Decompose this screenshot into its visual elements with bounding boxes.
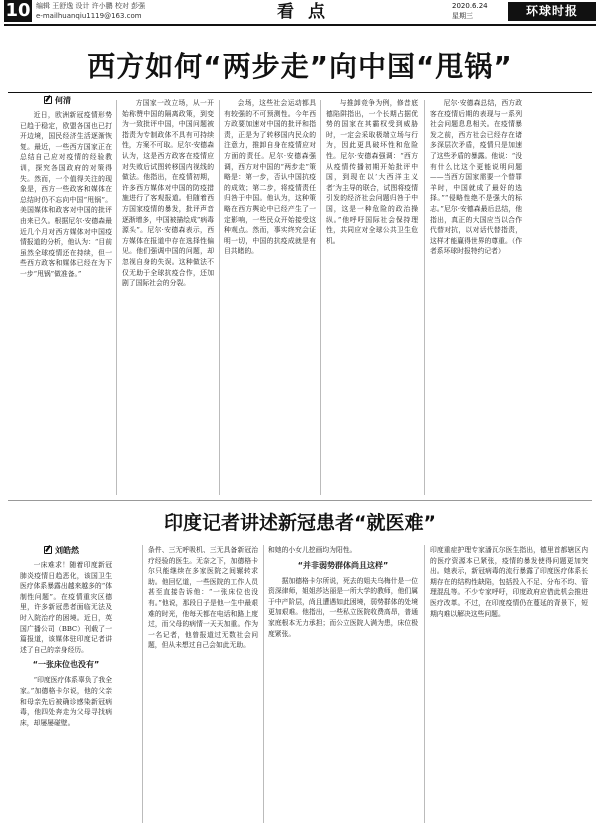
article2-paragraph: 一床难求！随着印度新冠肺炎疫情日趋恶化，该国卫生医疗体系暴露出越来越多的“体制性问题”。在疫情重灾区德里，许多新冠患者面临无法及时入院治疗的困境。近日，英国广播公司（BBC）刊载了一篇报道，该媒体驻印度记者讲述了自己的亲身经历。	[20, 561, 112, 654]
article2-paragraph: 印度重症护理专家潘瓦尔医生指出，德里首都辖区内的医疗资源本已紧张，疫情的暴发使得问题更加突出。她表示，新冠病毒的流行暴露了印度医疗体系长期存在的结构性缺陷，包括投入不足、分布不均、管理混乱等。不少专家呼吁，印度政府应借此机会推进医疗改革。不过，在印度疫情仍在蔓延的背景下，短期内难以解决这些问题。	[430, 546, 588, 618]
article1-paragraph: 与推卸竞争为例，修昔底德陷阱指出，一个长期占据优势的国家在其霸权受到威胁时，一定会采取极端立场与行为，因此更具破坏性和危险性。尼尔·安德森强调：“西方从疫情传播初期开始批评中国，到现在以‘大西洋主义者’为主导的联合，试图将疫情引发的经济社会问题归咎于中国，这是一种危险的政治操纵。”他呼吁国际社会保持理性，共同应对全球公共卫生危机。	[326, 99, 418, 245]
column-divider	[424, 545, 425, 823]
contact-email: e-mailhuanqiu1119@163.com	[36, 12, 142, 20]
article1-column-4	[326, 98, 418, 492]
masthead	[0, 0, 600, 24]
issue-weekday: 星期三	[452, 12, 473, 20]
article1-column-2	[122, 98, 214, 492]
column-divider	[424, 100, 425, 495]
article1-paragraph: 近日，欧洲新冠疫情形势已趋于稳定，欧盟各国也已打开边境，国民经济生活逐渐恢复。最近，一些西方国家正在总结自己应对疫情的经验教训，探究各国政府的对策得失。然而，一个值得关注的现象是，西方一些政客和媒体在总结时仍不忘向中国“甩锅”。美国媒体和政客对中国的批评由来已久。根据尼尔·安德森最近几个月对西方媒体对中国疫情报道的分析，他认为：“目前虽然全球疫情还在持续，但一些西方政客和媒体已经在为下一步“甩锅”做准备。”	[20, 111, 112, 278]
article1-column-1	[20, 110, 112, 492]
article-divider	[8, 500, 592, 501]
article1-paragraph: 方国家一改立场，从一开始称赞中国的隔离政策，到变为一致批评中国，中国问题被指责为专制政体不具有可持续性，方案不可取。尼尔·安德森认为，这是西方政客在疫情应对失败后试图转移国内视线的做法。他指出，在疫情初期，许多西方媒体对中国的防疫措施进行了客观报道。但随着西方国家疫情的暴发，批评声音逐渐增多，中国被描绘成“病毒源头”。尼尔·安德森表示，西方媒体在报道中存在选择性偏见。他们强调中国的问题，却忽视自身的失误。这种做法不仅无助于全球抗疫合作，还加剧了国际社会的分裂。	[122, 99, 214, 288]
article2-headline: 印度记者讲述新冠患者“就医难”	[164, 512, 436, 534]
masthead-rule	[4, 24, 596, 26]
article1-column-5	[430, 98, 522, 492]
article1-column-3	[224, 98, 316, 492]
column-divider	[142, 545, 143, 823]
article2-author: 刘皓然	[55, 546, 79, 555]
article2-paragraph: 条件、三无呼吸机、三无具备新冠治疗经验的医生。无奈之下，加德格卡尔只能继续在多家医院之间辗转求助。他回忆道，一些医院的工作人员甚至直接告诉他：“一张床位也没有。”他说，那段日子是他一生中最艰难的时光，他每天都在电话和路上度过，而父母的病情一天天加重。作为一名记者，他曾报道过无数社会问题，但从未想过自己会如此无助。	[148, 546, 258, 650]
section-title: 看 点	[277, 2, 329, 22]
column-divider	[116, 100, 117, 495]
staff-credits: 编辑 王舒逸 设计 许小鹏 校对 彭强	[36, 2, 146, 10]
article2-subheading: “一张床位也没有”	[32, 660, 100, 670]
column-divider	[263, 545, 264, 823]
pen-icon	[44, 96, 52, 104]
column-divider	[219, 100, 220, 495]
pen-icon	[44, 546, 52, 554]
article2-byline	[44, 546, 79, 556]
newspaper-logo: 环球时报	[508, 2, 596, 21]
article1-paragraph: 尼尔·安德森总结，西方政客在疫情后期的表现与一系列社会问题息息相关。在疫情暴发之前，西方社会已经存在诸多深层次矛盾，疫情只是加速了这些矛盾的暴露。他说：“没有什么比这个更能说明问题——当西方国家需要一个替罪羊时，中国就成了最好的选择。”“侵略性绝不是强大的标志。”尼尔·安德森最后总结，他指出，真正的大国应当以合作代替对抗，以对话代替指责，这样才能赢得世界的尊重。（作者系环球时报特约记者）	[430, 99, 522, 256]
column-divider	[320, 100, 321, 495]
headline-divider	[8, 92, 592, 93]
article1-headline: 西方如何“两步走”向中国“甩锅”	[87, 50, 513, 83]
article1-author: 何清	[55, 96, 71, 105]
article2-paragraph: 和她的小女儿挖画均为阳性。	[268, 546, 357, 554]
article2-column-3	[268, 545, 418, 822]
page-number: 10	[5, 0, 31, 21]
article2-column-4	[430, 545, 588, 822]
article1-paragraph: 会场，这些社会运动都具有较强的不可预测性。今年西方政要加速对中国的批评和指责，正是为了转移国内民众的注意力，推卸自身在疫情应对方面的责任。尼尔·安德森强调，西方对中国的“两步走”策略是：第一步，否认中国抗疫的成效；第二步，将疫情责任归咎于中国。他认为，这种策略在西方舆论中已经产生了一定影响，一些民众开始接受这种观点。然而，事实终究会证明一切，中国的抗疫成就是有目共睹的。	[224, 99, 316, 256]
article2-paragraph: 据加德格卡尔所说，死去的姐夫乌梅什是一位资深律师，姐姐莎达丽是一所大学的教师，他们属于中产阶层，尚且遭遇如此困境，弱势群体的处境更加艰难。他指出，一些私立医院收费高昂，普通家庭根本无力承担；而公立医院人满为患，床位极度紧张。	[268, 576, 418, 638]
issue-date: 2020.6.24	[452, 2, 488, 10]
article2-subheading: “并非弱势群体尚且这样”	[297, 560, 389, 570]
article2-paragraph: “印度医疗体系辜负了我全家。”加德格卡尔说，他的父亲和母亲先后被确诊感染新冠病毒，他四处奔走为父母寻找病床，却屡屡碰壁。	[20, 676, 112, 727]
article2-column-2	[148, 545, 258, 822]
article2-column-1	[20, 560, 112, 822]
article1-byline	[44, 96, 71, 106]
